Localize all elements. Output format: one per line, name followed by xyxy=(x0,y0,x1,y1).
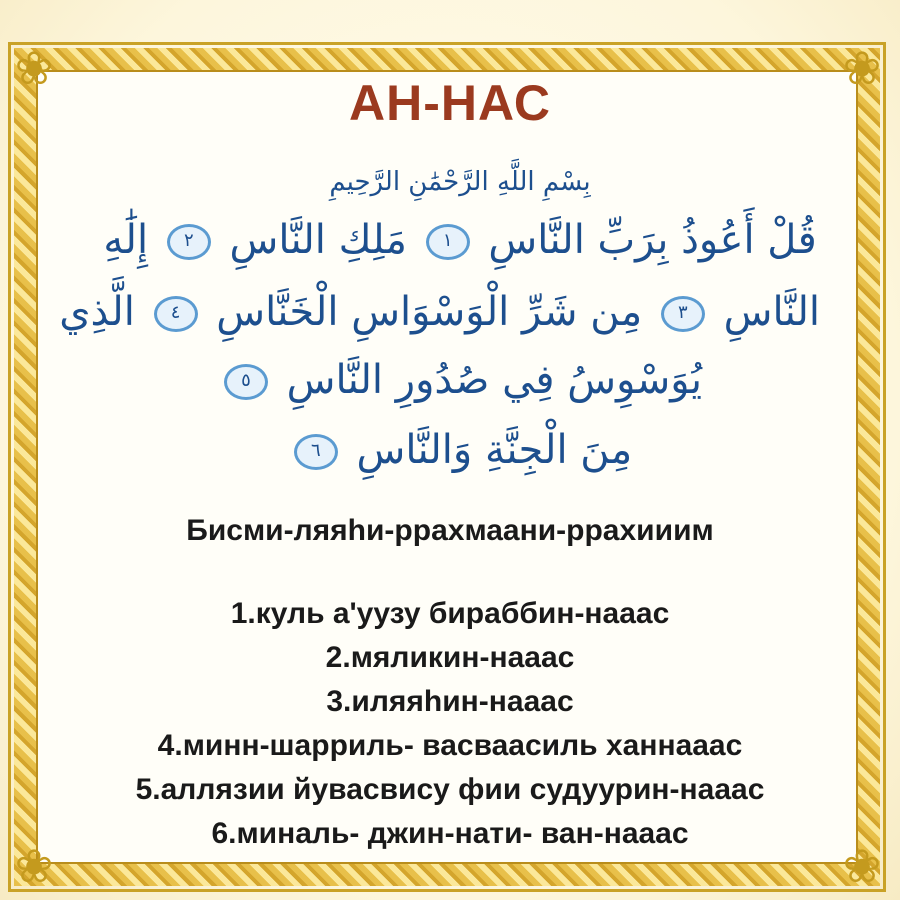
transliteration-verse-list xyxy=(40,592,860,856)
corner-ornament-icon: ❀ xyxy=(842,41,882,95)
arabic-bismillah: بِسْمِ اللَّهِ الرَّحْمَٰنِ الرَّحِيمِ xyxy=(329,167,591,197)
arabic-text: قُلْ أَعُوذُ بِرَبِّ النَّاسِ xyxy=(488,217,817,263)
ayah-marker-icon: ٤ xyxy=(154,296,198,332)
arabic-text: مِن شَرِّ الْوَسْوَاسِ الْخَنَّاسِ xyxy=(216,289,643,335)
ayah-marker-icon: ٢ xyxy=(167,224,211,260)
verse-line: 5.аллязии йувасвису фии судуурин-нааас xyxy=(135,773,765,806)
ayah-marker-icon: ٣ xyxy=(661,296,705,332)
arabic-text: يُوَسْوِسُ فِي صُدُورِ النَّاسِ xyxy=(286,357,703,403)
arabic-text: النَّاسِ xyxy=(723,289,820,335)
arabic-line-1 xyxy=(100,210,820,270)
arabic-text: مَلِكِ النَّاسِ xyxy=(229,217,407,263)
arabic-line-4 xyxy=(100,420,820,480)
ayah-marker-icon: ١ xyxy=(426,224,470,260)
arabic-text: مِنَ الْجِنَّةِ وَالنَّاسِ xyxy=(356,427,633,473)
verse-line: 1.куль а'уузу бираббин-нааас xyxy=(230,597,670,630)
corner-ornament-icon: ❀ xyxy=(842,839,882,893)
verse-line: 6.миналь- джин-нати- ван-нааас xyxy=(211,817,689,850)
verse-line: 2.мяликин-нааас xyxy=(325,641,575,674)
ayah-marker-icon: ٥ xyxy=(224,364,268,400)
ayah-marker-icon: ٦ xyxy=(294,434,338,470)
verse-line: 4.минн-шарриль- васваасиль ханнааас xyxy=(157,729,743,762)
arabic-text: إِلَٰهِ xyxy=(103,217,149,263)
arabic-line-3 xyxy=(100,350,820,410)
arabic-line-2 xyxy=(59,282,820,342)
corner-ornament-icon: ❀ xyxy=(14,839,54,893)
transliteration-heading: Бисми-ляяhи-ррахмаани-ррахииим xyxy=(186,514,714,547)
verse-line: 3.иляяhин-нааас xyxy=(326,685,574,718)
arabic-text: الَّذِي xyxy=(59,289,135,335)
surah-title: АН-НАС xyxy=(349,75,551,131)
corner-ornament-icon: ❀ xyxy=(14,41,54,95)
